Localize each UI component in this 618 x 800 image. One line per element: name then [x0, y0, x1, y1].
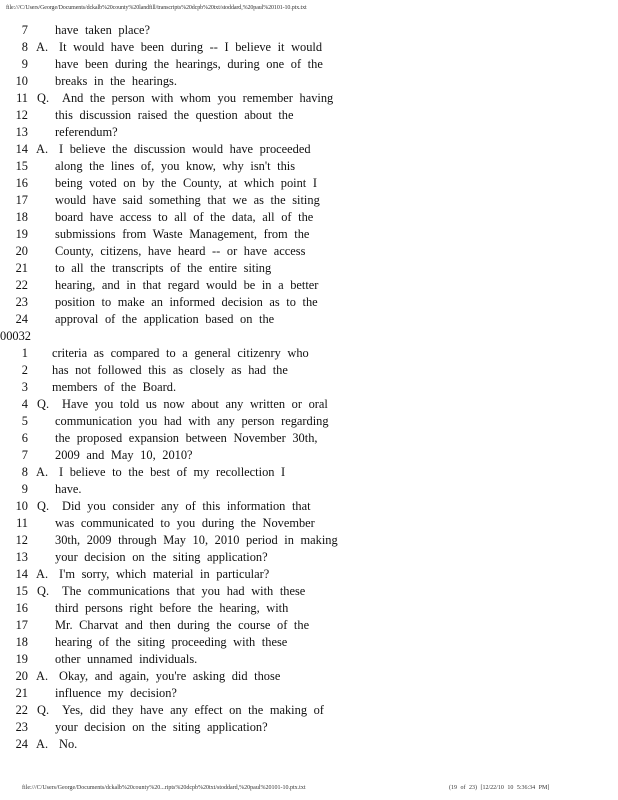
- line-text: submissions from Waste Management, from the: [55, 227, 310, 241]
- line-text: approval of the application based on the: [55, 312, 275, 326]
- line-number: 17: [15, 193, 28, 207]
- transcript-line: [0, 498, 618, 515]
- transcript-line: [0, 362, 618, 379]
- line-number: 7: [21, 23, 28, 37]
- line-text: I'm sorry, which material in particular?: [59, 567, 270, 581]
- line-text: I believe to the best of my recollection I: [59, 465, 286, 479]
- transcript-line: [0, 294, 618, 311]
- transcript-line: [0, 736, 618, 753]
- answer-marker: A.: [36, 669, 49, 683]
- line-number: 16: [15, 176, 28, 190]
- line-text: 2009 and May 10, 2010?: [55, 448, 193, 462]
- line-text: hearing of the siting proceeding with these: [55, 635, 288, 649]
- transcript-line: [0, 481, 618, 498]
- question-marker: Q.: [37, 703, 50, 717]
- transcript-line: [0, 141, 618, 158]
- line-text: have been during the hearings, during one of the: [55, 57, 323, 71]
- line-number: 17: [15, 618, 28, 632]
- transcript-line: [0, 209, 618, 226]
- line-number: 10: [15, 499, 28, 513]
- line-number: 6: [21, 431, 28, 445]
- line-number: 8: [21, 465, 28, 479]
- line-text: Have you told us now about any written or oral: [62, 397, 328, 411]
- line-number: 9: [21, 57, 28, 71]
- footer-page-count: (19 of 23): [449, 785, 477, 791]
- line-number: 11: [16, 91, 28, 105]
- transcript-line: [0, 260, 618, 277]
- transcript-line: [0, 430, 618, 447]
- line-number: 14: [15, 567, 28, 581]
- transcript-line: [0, 56, 618, 73]
- transcript-line: [0, 90, 618, 107]
- transcript-line: [0, 345, 618, 362]
- line-number: 22: [15, 278, 28, 292]
- footer-file-path: file:///C/Users/George/Documents/dckalb%20county%20...ripts%20dcpb%20txt/stoddard,%20paul%20101-10.ptx.txt: [22, 785, 306, 791]
- line-text: communication you had with any person regarding: [55, 414, 329, 428]
- line-text: It would have been during -- I believe it would: [59, 40, 323, 54]
- line-number: 22: [15, 703, 28, 717]
- transcript-line: [0, 22, 618, 39]
- answer-marker: A.: [36, 142, 49, 156]
- transcript-line: [0, 311, 618, 328]
- transcript-page: [0, 22, 618, 753]
- page-number-marker: [0, 328, 618, 345]
- line-text: other unnamed individuals.: [55, 652, 198, 666]
- line-number: 20: [15, 244, 28, 258]
- answer-marker: A.: [36, 567, 49, 581]
- line-text: your decision on the siting application?: [55, 550, 268, 564]
- line-text: The communications that you had with these: [62, 584, 306, 598]
- page-number: 00032: [0, 329, 31, 343]
- transcript-line: [0, 515, 618, 532]
- question-marker: Q.: [37, 584, 50, 598]
- line-text: 30th, 2009 through May 10, 2010 period in making: [55, 533, 338, 547]
- transcript-line: [0, 413, 618, 430]
- line-text: along the lines of, you know, why isn't this: [55, 159, 296, 173]
- line-text: Okay, and again, you're asking did those: [59, 669, 281, 683]
- line-text: Mr. Charvat and then during the course of the: [55, 618, 310, 632]
- line-number: 16: [15, 601, 28, 615]
- line-number: 8: [21, 40, 28, 54]
- line-text: your decision on the siting application?: [55, 720, 268, 734]
- line-text: I believe the discussion would have proceeded: [59, 142, 311, 156]
- line-text: have taken place?: [55, 23, 151, 37]
- transcript-line: [0, 158, 618, 175]
- line-number: 18: [15, 635, 28, 649]
- line-number: 13: [15, 550, 28, 564]
- question-marker: Q.: [37, 499, 50, 513]
- line-text: Did you consider any of this information that: [62, 499, 311, 513]
- line-text: being voted on by the County, at which point I: [55, 176, 317, 190]
- transcript-line: [0, 583, 618, 600]
- transcript-line: [0, 243, 618, 260]
- footer-timestamp: [12/22/10 10 5:36:34 PM]: [480, 785, 550, 791]
- transcript-line: [0, 396, 618, 413]
- transcript-line: [0, 277, 618, 294]
- line-text: to all the transcripts of the entire siting: [55, 261, 272, 275]
- line-number: 11: [16, 516, 28, 530]
- line-number: 3: [21, 380, 28, 394]
- transcript-line: [0, 719, 618, 736]
- transcript-line: [0, 175, 618, 192]
- transcript-line: [0, 447, 618, 464]
- line-text: has not followed this as closely as had the: [52, 363, 288, 377]
- line-number: 1: [21, 346, 28, 360]
- line-text: criteria as compared to a general citizenry who: [52, 346, 309, 360]
- line-text: position to make an informed decision as to the: [55, 295, 318, 309]
- line-number: 4: [21, 397, 28, 411]
- transcript-line: [0, 617, 618, 634]
- line-number: 23: [15, 295, 28, 309]
- transcript-line: [0, 651, 618, 668]
- line-text: members of the Board.: [52, 380, 177, 394]
- transcript-line: [0, 549, 618, 566]
- line-text: County, citizens, have heard -- or have access: [55, 244, 306, 258]
- line-number: 24: [15, 737, 28, 751]
- line-number: 13: [15, 125, 28, 139]
- transcript-line: [0, 226, 618, 243]
- transcript-line: [0, 668, 618, 685]
- transcript-line: [0, 532, 618, 549]
- transcript-line: [0, 464, 618, 481]
- transcript-line: [0, 379, 618, 396]
- line-number: 15: [15, 159, 28, 173]
- transcript-line: [0, 73, 618, 90]
- line-text: this discussion raised the question about the: [55, 108, 294, 122]
- line-text: referendum?: [55, 125, 118, 139]
- answer-marker: A.: [36, 40, 49, 54]
- line-number: 10: [15, 74, 28, 88]
- line-number: 23: [15, 720, 28, 734]
- line-number: 19: [15, 652, 28, 666]
- line-number: 18: [15, 210, 28, 224]
- line-text: No.: [59, 737, 78, 751]
- line-text: was communicated to you during the November: [55, 516, 315, 530]
- line-number: 14: [15, 142, 28, 156]
- question-marker: Q.: [37, 397, 50, 411]
- line-text: would have said something that we as the siting: [55, 193, 320, 207]
- transcript-line: [0, 702, 618, 719]
- line-number: 21: [15, 261, 28, 275]
- question-marker: Q.: [37, 91, 50, 105]
- transcript-line: [0, 600, 618, 617]
- transcript-line: [0, 566, 618, 583]
- transcript-line: [0, 124, 618, 141]
- file-path-header: file:///C/Users/George/Documents/dckalb%20county%20landfill/transcripts%20dcpb%20txt/stoddard,%20paul%20101-10.ptx.txt: [6, 5, 307, 11]
- line-number: 12: [15, 108, 28, 122]
- line-text: have.: [55, 482, 82, 496]
- footer-page-info: [449, 785, 549, 791]
- line-text: breaks in the hearings.: [55, 74, 177, 88]
- answer-marker: A.: [36, 737, 49, 751]
- line-number: 24: [15, 312, 28, 326]
- transcript-line: [0, 39, 618, 56]
- line-text: the proposed expansion between November 30th,: [55, 431, 318, 445]
- transcript-line: [0, 634, 618, 651]
- line-text: board have access to all of the data, all of the: [55, 210, 314, 224]
- line-number: 7: [21, 448, 28, 462]
- line-number: 20: [15, 669, 28, 683]
- line-text: hearing, and in that regard would be in a better: [55, 278, 319, 292]
- line-number: 19: [15, 227, 28, 241]
- line-number: 21: [15, 686, 28, 700]
- line-text: third persons right before the hearing, with: [55, 601, 289, 615]
- line-number: 2: [21, 363, 28, 377]
- line-number: 15: [15, 584, 28, 598]
- line-number: 5: [21, 414, 28, 428]
- line-text: influence my decision?: [55, 686, 177, 700]
- line-text: And the person with whom you remember having: [62, 91, 334, 105]
- line-number: 12: [15, 533, 28, 547]
- answer-marker: A.: [36, 465, 49, 479]
- transcript-line: [0, 107, 618, 124]
- transcript-line: [0, 192, 618, 209]
- transcript-line: [0, 685, 618, 702]
- line-text: Yes, did they have any effect on the making of: [62, 703, 324, 717]
- line-number: 9: [21, 482, 28, 496]
